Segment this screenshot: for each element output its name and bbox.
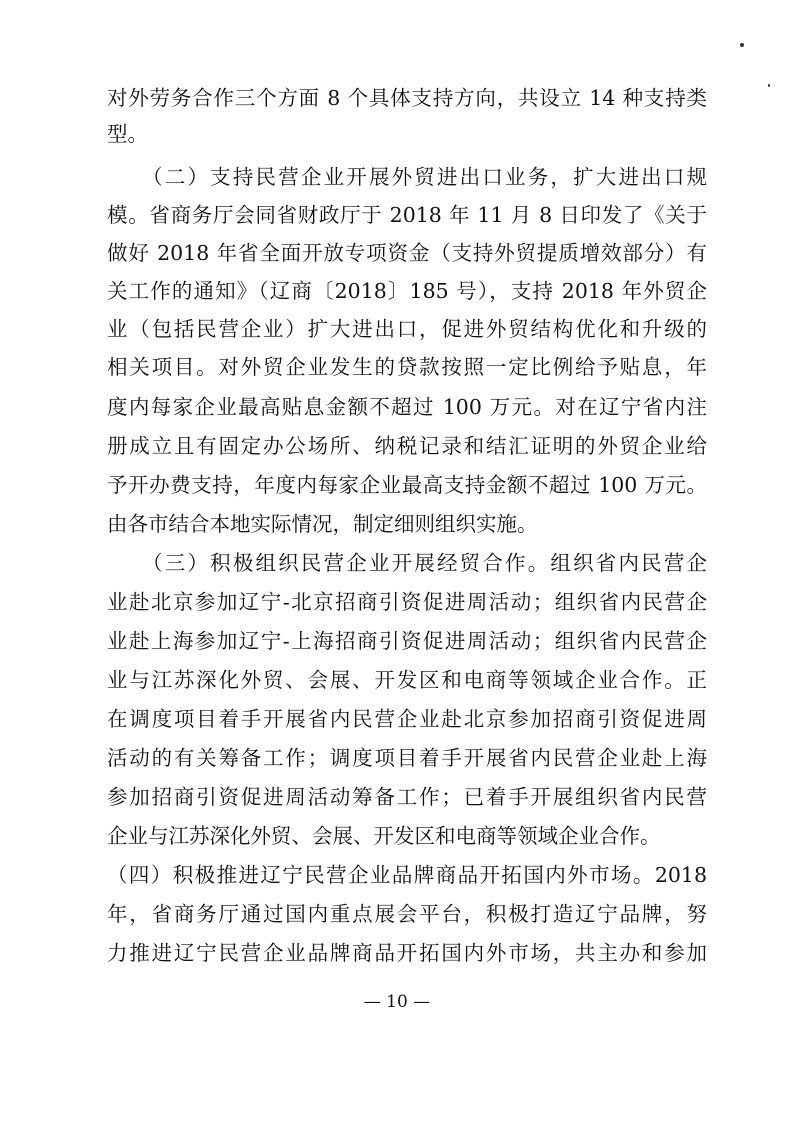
text-line: 予开办费支持，年度内每家企业最高支持金额不超过 100 万元。 (107, 473, 707, 497)
text-line: 参加招商引资促进周活动筹备工作；已着手开展组织省内民营 (107, 785, 707, 809)
page-number: — 10 — (363, 992, 431, 1012)
text-line: （四）积极推进辽宁民营企业品牌商品开拓国内外市场。2018 (107, 863, 707, 887)
text-line: 对外劳务合作三个方面 8 个具体支持方向，共设立 14 种支持类 (107, 86, 707, 110)
text-line: （二）支持民营企业开展外贸进出口业务，扩大进出口规 (107, 165, 707, 189)
text-line: 册成立且有固定办公场所、纳税记录和结汇证明的外贸企业给 (107, 434, 707, 458)
text-line: 活动的有关筹备工作；调度项目着手开展省内民营企业赴上海 (107, 746, 707, 770)
text-line: 模。省商务厅会同省财政厅于 2018 年 11 月 8 日印发了《关于 (107, 203, 707, 227)
text-line: 型。 (107, 122, 148, 146)
text-line: 业赴北京参加辽宁-北京招商引资促进周活动；组织省内民营企 (107, 590, 707, 614)
text-line: 关工作的通知》（辽商〔2018〕185 号），支持 2018 年外贸企 (107, 279, 707, 303)
text-line: 年，省商务厅通过国内重点展会平台，积极打造辽宁品牌，努 (107, 902, 707, 926)
text-line: 业与江苏深化外贸、会展、开发区和电商等领域企业合作。正 (107, 668, 707, 692)
text-line: 在调度项目着手开展省内民营企业赴北京参加招商引资促进周 (107, 707, 707, 731)
text-line: 度内每家企业最高贴息金额不超过 100 万元。对在辽宁省内注 (107, 395, 707, 419)
text-line: 企业与江苏深化外贸、会展、开发区和电商等领域企业合作。 (107, 824, 661, 848)
text-line: 力推进辽宁民营企业品牌商品开拓国内外市场，共主办和参加 (107, 941, 707, 965)
text-line: （三）积极组织民营企业开展经贸合作。组织省内民营企 (107, 551, 707, 575)
text-line: 由各市结合本地实际情况，制定细则组织实施。 (107, 512, 538, 536)
scan-speck (740, 43, 744, 47)
scan-speck (768, 84, 770, 87)
text-line: 业（包括民营企业）扩大进出口，促进外贸结构优化和升级的 (107, 317, 707, 341)
text-line: 相关项目。对外贸企业发生的贷款按照一定比例给予贴息，年 (107, 355, 707, 379)
text-line: 做好 2018 年省全面开放专项资金（支持外贸提质增效部分）有 (107, 241, 707, 265)
text-line: 业赴上海参加辽宁-上海招商引资促进周活动；组织省内民营企 (107, 629, 707, 653)
